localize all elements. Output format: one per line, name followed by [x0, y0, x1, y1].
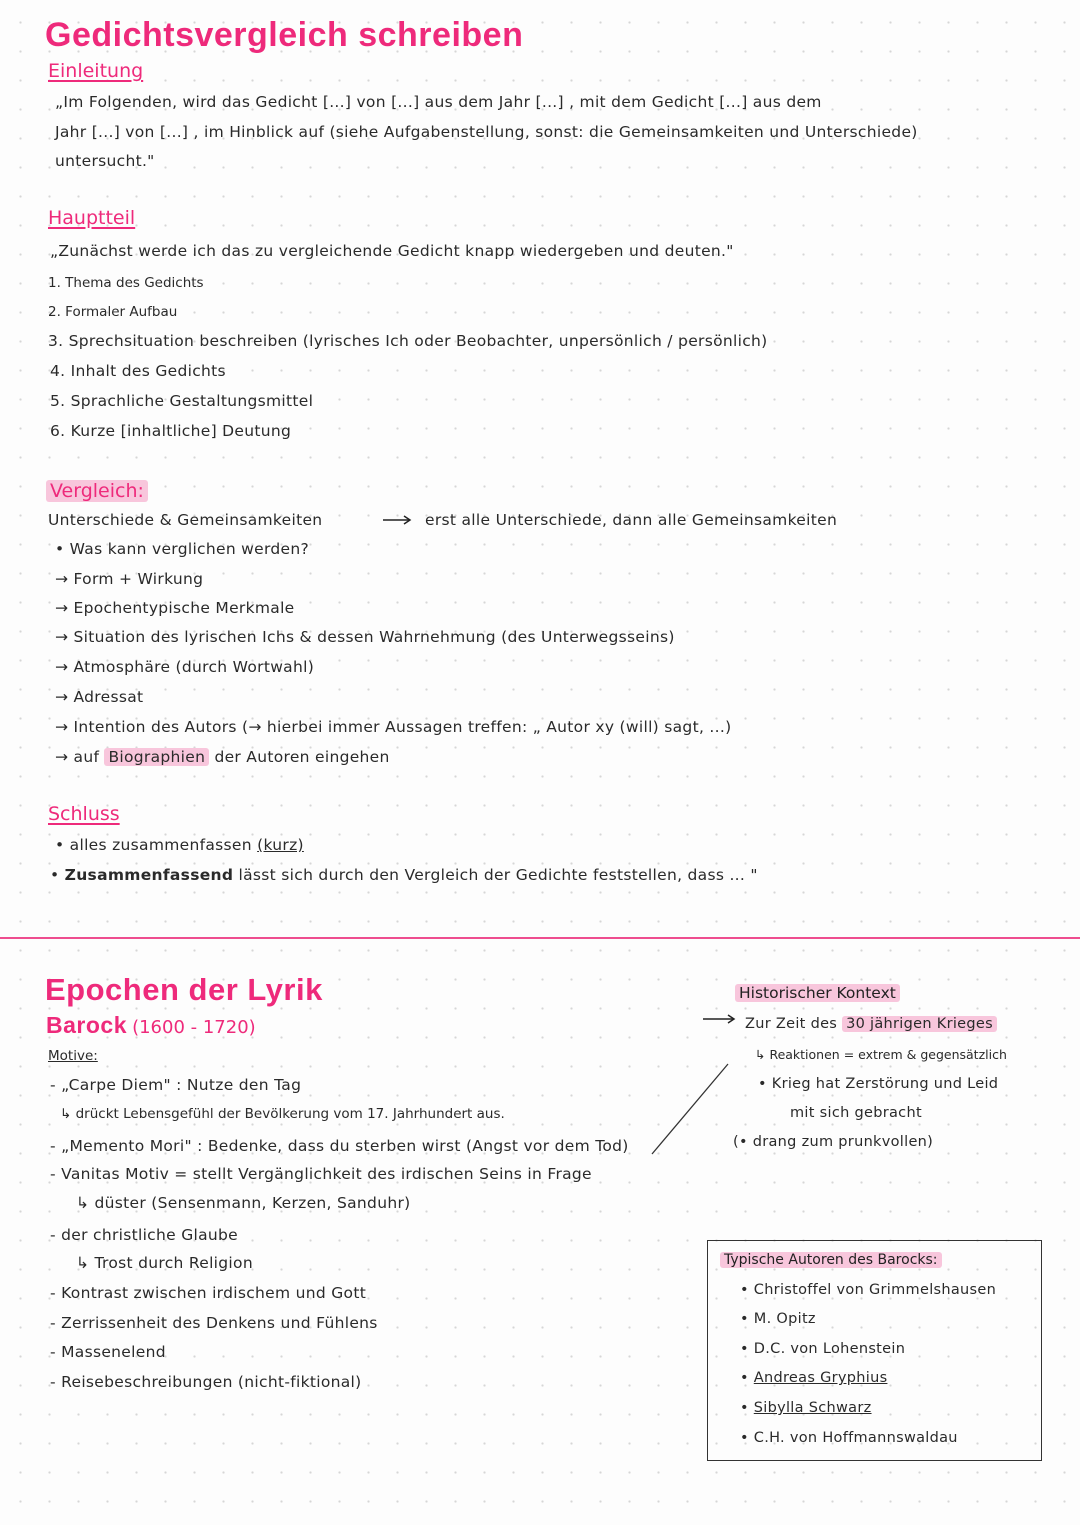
connector-line	[652, 1062, 732, 1158]
autor-name: M. Opitz	[753, 1311, 816, 1327]
vergleich-biography: → auf Biographien der Autoren eingehen	[55, 748, 390, 766]
schluss-line2-bold: Zusammenfassend	[64, 866, 234, 884]
motive-item: - „Carpe Diem" : Nutze den Tag	[50, 1076, 302, 1094]
biography-highlight: Biographien	[104, 748, 209, 766]
schluss-line: • Zusammenfassend lässt sich durch den Vergleich der Gedichte feststellen, dass ... "	[50, 866, 758, 884]
vergleich-heading	[46, 480, 148, 502]
autoren-heading	[720, 1252, 942, 1268]
vergleich-item: → Adressat	[55, 688, 144, 706]
vergleich-question-text: Was kann verglichen werden?	[69, 540, 310, 558]
vergleich-item-text: Atmosphäre (durch Wortwahl)	[73, 658, 315, 676]
vergleich-subnote: erst alle Unterschiede, dann alle Gemeinsamkeiten	[425, 511, 838, 529]
motive-item: - Massenelend	[50, 1343, 166, 1361]
vergleich-item-text: Adressat	[73, 688, 144, 706]
vergleich-item: → Epochentypische Merkmale	[55, 599, 295, 617]
autor-item: • C.H. von Hoffmannswaldau	[740, 1430, 958, 1446]
schluss-line1-text: alles zusammenfassen	[69, 836, 252, 854]
motive-item: - Reisebeschreibungen (nicht-fiktional)	[50, 1373, 362, 1391]
arrow-right-icon	[383, 515, 413, 525]
vergleich-heading-text: Vergleich:	[46, 480, 148, 502]
autoren-heading-text: Typische Autoren des Barocks:	[720, 1252, 942, 1268]
kontext-line: (• drang zum prunkvollen)	[733, 1134, 934, 1150]
autor-item: • Christoffel von Grimmelshausen	[740, 1282, 997, 1298]
epochen-title: Epochen der Lyrik	[45, 972, 323, 1007]
motive-item: - Zerrissenheit des Denkens und Fühlens	[50, 1314, 378, 1332]
section-divider	[0, 937, 1080, 939]
vergleich-item: → Atmosphäre (durch Wortwahl)	[55, 658, 315, 676]
kontext-heading-text: Historischer Kontext	[735, 984, 900, 1002]
autor-item: • M. Opitz	[740, 1311, 816, 1327]
hauptteil-item: 1. Thema des Gedichts	[48, 275, 204, 291]
kontext-highlight: 30 jährigen Krieges	[842, 1016, 997, 1032]
kontext-line	[745, 1016, 997, 1032]
vergleich-question: • Was kann verglichen werden?	[55, 540, 310, 558]
schluss-kurz: (kurz)	[257, 836, 304, 854]
motive-label: Motive:	[48, 1048, 98, 1064]
autor-name: D.C. von Lohenstein	[753, 1341, 906, 1357]
motive-item: ↳ Trost durch Religion	[76, 1254, 253, 1272]
autor-name: C.H. von Hoffmannswaldau	[753, 1430, 958, 1446]
autor-name: Andreas Gryphius	[753, 1370, 888, 1386]
vergleich-item: → Situation des lyrischen Ichs & dessen Wahrnehmung (des Unterwegsseins)	[55, 628, 675, 646]
einleitung-heading: Einleitung	[48, 60, 144, 82]
einleitung-line: Jahr [...] von [...] , im Hinblick auf (siehe Aufgabenstellung, sonst: die Gemeinsamkeiten und Unterschiede)	[55, 123, 918, 141]
einleitung-line: untersucht."	[55, 152, 155, 170]
hauptteil-item: 5. Sprachliche Gestaltungsmittel	[50, 392, 314, 410]
hauptteil-item: 3. Sprechsituation beschreiben (lyrisches Ich oder Beobachter, unpersönlich / persönlich)	[48, 332, 768, 350]
vergleich-subheading: Unterschiede & Gemeinsamkeiten	[48, 511, 323, 529]
autor-item: • Andreas Gryphius	[740, 1370, 888, 1386]
vergleich-item: → Intention des Autors (→ hierbei immer Aussagen treffen: „ Autor xy (will) sagt, ...)	[55, 718, 732, 736]
biography-post: der Autoren eingehen	[214, 748, 390, 766]
autor-name: Sibylla Schwarz	[753, 1400, 872, 1416]
hauptteil-item: 4. Inhalt des Gedichts	[50, 362, 226, 380]
autor-item: • Sibylla Schwarz	[740, 1400, 872, 1416]
kontext-line: mit sich gebracht	[790, 1105, 922, 1121]
schluss-line: • alles zusammenfassen (kurz)	[55, 836, 304, 854]
hauptteil-intro: „Zunächst werde ich das zu vergleichende Gedicht knapp wiedergeben und deuten."	[50, 242, 734, 260]
kontext-line: • Krieg hat Zerstörung und Leid	[758, 1076, 999, 1092]
motive-item: - „Memento Mori" : Bedenke, dass du sterben wirst (Angst vor dem Tod)	[50, 1137, 629, 1155]
motive-item: ↳ düster (Sensenmann, Kerzen, Sanduhr)	[76, 1194, 411, 1212]
vergleich-item: → Form + Wirkung	[55, 570, 204, 588]
biography-pre: auf	[73, 748, 100, 766]
kontext-heading	[735, 984, 900, 1002]
hauptteil-heading: Hauptteil	[48, 207, 136, 229]
vergleich-item-text: Form + Wirkung	[73, 570, 204, 588]
arrow-right-icon	[703, 1014, 737, 1024]
kontext-pre: Zur Zeit des	[745, 1016, 838, 1032]
hauptteil-item: 2. Formaler Aufbau	[48, 304, 178, 320]
vergleich-item-text: Intention des Autors (→ hierbei immer Aussagen treffen: „ Autor xy (will) sagt, ...)	[73, 718, 732, 736]
autor-item: • D.C. von Lohenstein	[740, 1341, 906, 1357]
einleitung-line: „Im Folgenden, wird das Gedicht [...] von [...] aus dem Jahr [...] , mit dem Gedicht [...] aus dem	[55, 93, 822, 111]
motive-item: - Vanitas Motiv = stellt Vergänglichkeit des irdischen Seins in Frage	[50, 1165, 592, 1183]
barock-heading	[46, 1012, 256, 1039]
motive-item: - der christliche Glaube	[50, 1226, 239, 1244]
autor-name: Christoffel von Grimmelshausen	[753, 1282, 997, 1298]
page-title: Gedichtsvergleich schreiben	[45, 16, 524, 54]
schluss-heading: Schluss	[48, 803, 120, 825]
barock-label: Barock	[46, 1012, 127, 1038]
motive-item: - Kontrast zwischen irdischem und Gott	[50, 1284, 367, 1302]
motive-item: ↳ drückt Lebensgefühl der Bevölkerung vom 17. Jahrhundert aus.	[60, 1106, 505, 1122]
kontext-line: ↳ Reaktionen = extrem & gegensätzlich	[755, 1047, 1007, 1062]
vergleich-item-text: Situation des lyrischen Ichs & dessen Wahrnehmung (des Unterwegsseins)	[73, 628, 675, 646]
hauptteil-item: 6. Kurze [inhaltliche] Deutung	[50, 422, 292, 440]
barock-years: (1600 - 1720)	[132, 1017, 256, 1038]
schluss-line2-text: lässt sich durch den Vergleich der Gedichte feststellen, dass ... "	[238, 866, 758, 884]
vergleich-item-text: Epochentypische Merkmale	[73, 599, 295, 617]
